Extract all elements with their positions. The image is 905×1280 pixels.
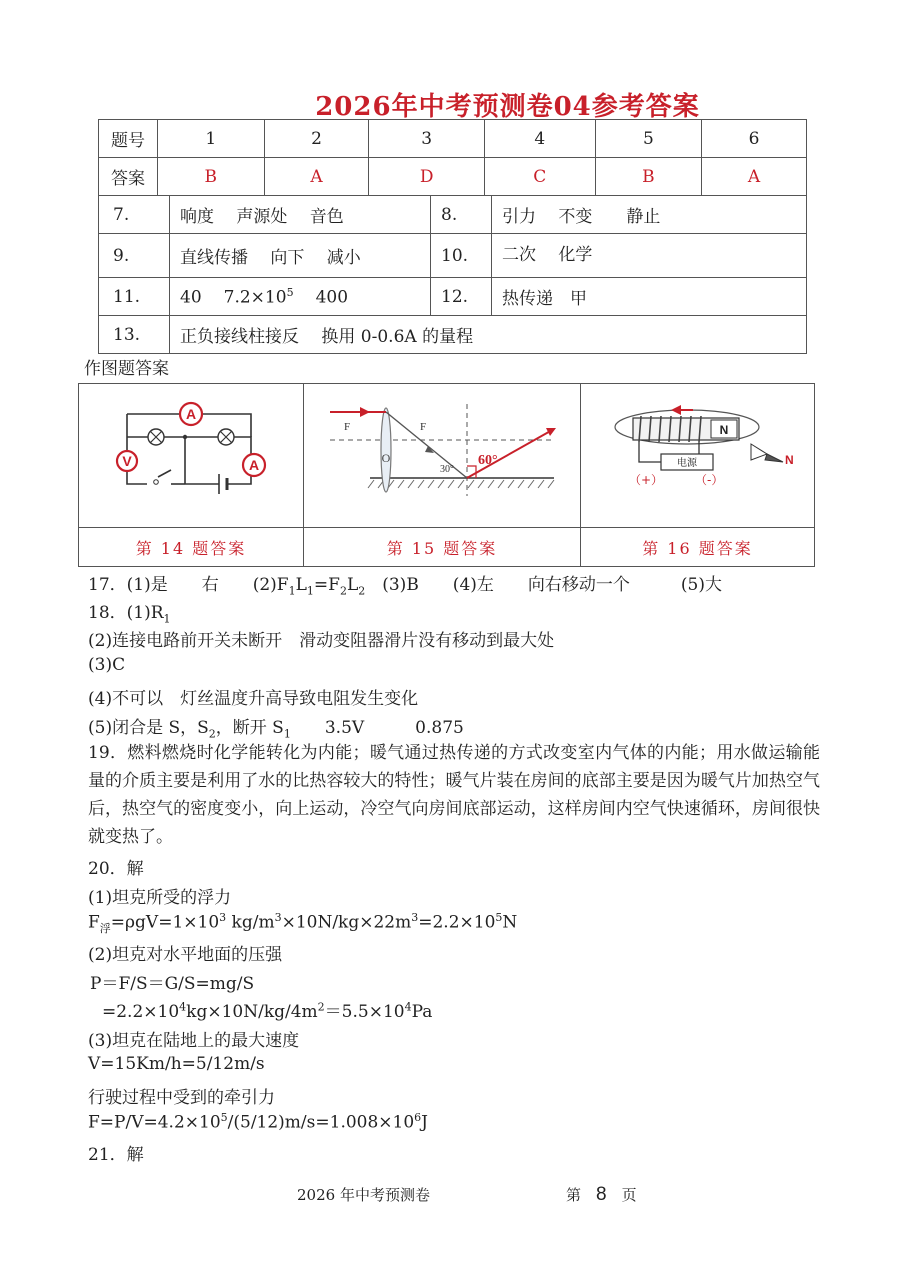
question-number: 8. — [431, 196, 492, 234]
question-number: 5 — [595, 120, 702, 158]
table-row — [99, 158, 807, 196]
answer-20-formula: V=15Km/h=5/12m/s — [88, 1054, 265, 1074]
header-label: 题号 — [99, 120, 158, 158]
answer-20-step: (2)坦克对水平地面的压强 — [88, 945, 283, 965]
question-number: 12. — [431, 278, 492, 316]
table-row — [99, 316, 807, 354]
circuit-diagram — [79, 384, 303, 523]
answer-20-formula: $F=P/V=4.2\times 10^5/(5/12)m/s=1.008\times 10^6J$ — [88, 1111, 428, 1133]
question-number: 9. — [99, 234, 170, 278]
answer-18-5: (5)闭合是 S，$S_2$，断开 $S_1$ 3.5V 0.875 — [88, 718, 464, 741]
answer-11-v3: 400 — [315, 287, 349, 308]
ammeter-label: A — [185, 406, 197, 422]
answer-cell: A — [702, 158, 807, 196]
answer-cell: 正负接线柱接反 换用 0-0.6A 的量程 — [170, 316, 807, 354]
answer-cell: D — [369, 158, 485, 196]
question-number: 6 — [702, 120, 807, 158]
choice-answer-table — [98, 119, 807, 196]
exponent: 5 — [286, 285, 294, 299]
footer-title: 2026 年中考预测卷 — [297, 1186, 430, 1204]
figure-16 — [581, 384, 815, 528]
table-row — [99, 278, 807, 316]
answer-21-head: 21．解 — [88, 1145, 144, 1165]
answer-20-formula: P＝F/S＝G/S=mg/S — [90, 974, 255, 994]
answer-cell: 引力 不变 静止 — [492, 196, 807, 234]
answer-cell: B — [595, 158, 702, 196]
answer-cell — [170, 278, 431, 316]
optics-diagram — [304, 384, 580, 523]
answer-20-head: 20．解 — [88, 859, 144, 879]
answer-11-v1: 40 — [180, 287, 202, 308]
answer-18-4: (4)不可以 灯丝温度升高导致电阻发生变化 — [88, 689, 419, 709]
pole-label: N — [719, 423, 729, 437]
answer-20-step: (1)坦克所受的浮力 — [88, 888, 232, 908]
lamp-2-icon — [218, 429, 234, 445]
answer-18-2: (2)连接电路前开关未断开 滑动变阻器滑片没有移动到最大处 — [88, 631, 555, 651]
answer-20-step: (3)坦克在陆地上的最大速度 — [88, 1031, 300, 1051]
electromagnet-diagram — [581, 384, 814, 523]
drawing-heading: 作图题答案 — [84, 359, 169, 379]
answer-17: 17．(1)是 右 $(2)F_1L_1=F_2L_2$ (3)B (4)左 向右移动一个 (5)大 — [88, 575, 722, 598]
ammeter-label: A — [248, 457, 260, 473]
page-title: 2026年中考预测卷04参考答案 — [315, 92, 700, 122]
figure-caption: 第 14 题答案 — [79, 528, 304, 567]
ammeter-icon — [180, 403, 202, 425]
question-number: 4 — [484, 120, 595, 158]
figure-table — [78, 383, 815, 567]
figure-caption: 第 15 题答案 — [304, 528, 581, 567]
answer-20-formula: $F_浮=\rho gV=1\times 10^3$ $kg/m^3\times 10N/kg\times 22m^3=2.2\times 10^5N$ — [88, 911, 518, 936]
figure-caption: 第 16 题答案 — [581, 528, 815, 567]
voltmeter-label: V — [122, 453, 132, 469]
power-source-label: 电源 — [677, 458, 697, 469]
needle-pole-label: N — [785, 453, 794, 467]
figure-15 — [304, 384, 581, 528]
polarity-label: （-） — [695, 473, 724, 487]
figure-14 — [79, 384, 304, 528]
question-number: 3 — [369, 120, 485, 158]
question-number: 10. — [431, 234, 492, 278]
angle-label: 30° — [440, 464, 454, 475]
answer-cell: 直线传播 向下 减小 — [170, 234, 431, 278]
focus-label: F — [420, 421, 427, 433]
answer-cell: A — [264, 158, 369, 196]
table-row — [99, 120, 807, 158]
answer-11-v2: 7.2×10 — [223, 287, 287, 308]
answer-18-1: 18．$(1)R_1$ — [88, 603, 171, 626]
fill-answer-table — [98, 195, 807, 354]
question-number: 11. — [99, 278, 170, 316]
lens-icon — [381, 408, 391, 492]
answer-20-formula: $=2.2\times 10^4kg\times 10N/kg/4m^2=5.5\times 10^4Pa$ — [102, 1000, 433, 1022]
angle-label: 60° — [478, 453, 498, 468]
table-row — [99, 196, 807, 234]
answer-18-3: (3)C — [88, 655, 126, 675]
lamp-1-icon — [148, 429, 164, 445]
answer-cell: C — [484, 158, 595, 196]
ammeter-icon — [243, 454, 265, 476]
answer-cell: B — [158, 158, 265, 196]
question-number: 7. — [99, 196, 170, 234]
lens-label: O — [381, 451, 391, 465]
answer-cell: 热传递 甲 — [492, 278, 807, 316]
voltmeter-icon — [117, 451, 137, 471]
answer-19: 19．燃料燃烧时化学能转化为内能；暖气通过热传递的方式改变室内气体的内能；用水做运输能量的介质主要是利用了水的比热容较大的特性；暖气片装在房间的底部主要是因为暖气片加热空气后，热空气的密度变小，向上运动，冷空气向房间底部运动，这样房间内空气快速循环，房间很快就变热了。 — [88, 743, 820, 847]
answer-cell: 响度 声源处 音色 — [170, 196, 431, 234]
question-number: 13. — [99, 316, 170, 354]
polarity-label: （+） — [629, 473, 664, 487]
answer-cell: 二次 化学 — [492, 234, 807, 278]
question-number: 2 — [264, 120, 369, 158]
question-number: 1 — [158, 120, 265, 158]
table-row — [99, 234, 807, 278]
answer-label: 答案 — [99, 158, 158, 196]
page-number: 第 8 页 — [566, 1184, 637, 1205]
answer-20-step: 行驶过程中受到的牵引力 — [88, 1088, 275, 1108]
compass-needle-icon — [751, 444, 783, 462]
focus-label: F — [344, 421, 351, 433]
